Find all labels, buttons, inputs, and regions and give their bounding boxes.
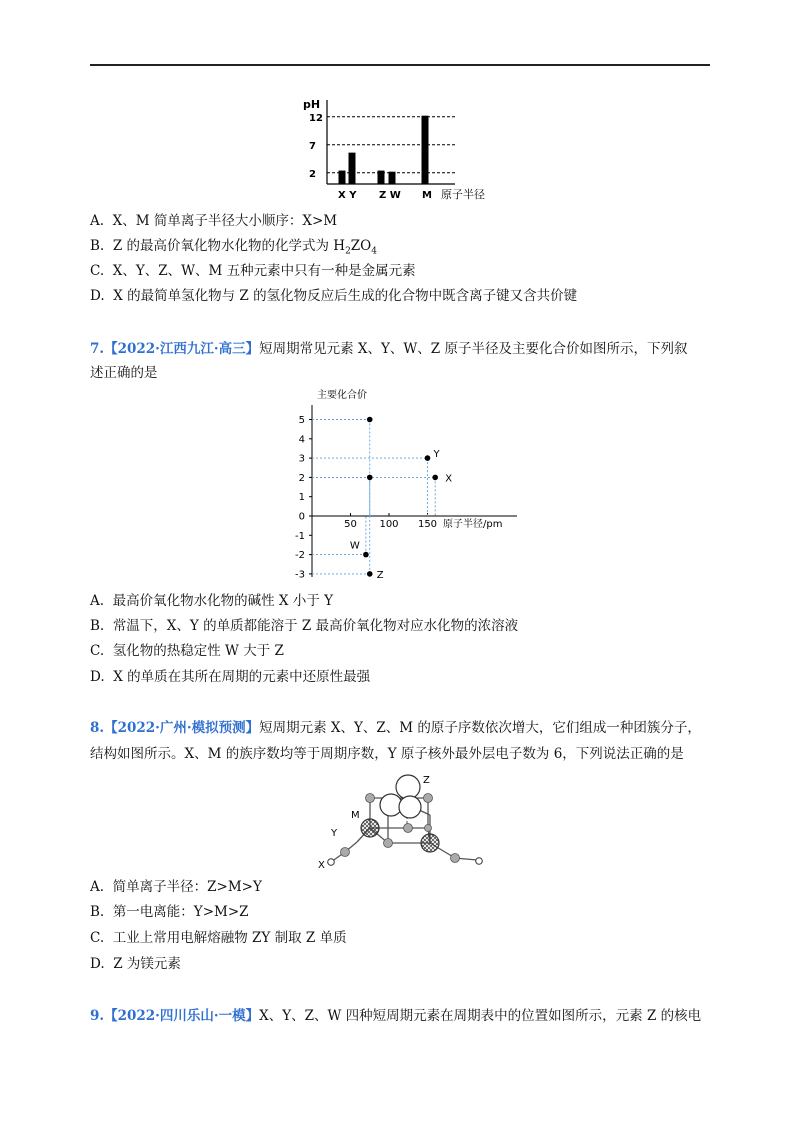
- question-source: 【2022·江西九江·高三】: [104, 341, 260, 357]
- x-atom: [328, 859, 335, 866]
- q7-stem-cont: [90, 363, 710, 383]
- question-source: 【2022·四川乐山·一模】: [104, 1008, 260, 1024]
- subscript: 4: [371, 246, 377, 257]
- option-text: Z 为镁元素: [113, 956, 181, 972]
- option-text: X、M 简单离子半径大小顺序：X>M: [112, 213, 338, 229]
- q8-option-b: [90, 903, 249, 921]
- atom-label: Z: [423, 775, 430, 786]
- y-axis-label: 主要化合价: [317, 390, 367, 401]
- atom-label: Y: [331, 828, 338, 839]
- question-number: 8.: [90, 720, 105, 736]
- x-atom: [476, 858, 483, 865]
- point-label: W: [349, 540, 360, 552]
- bar-y: [349, 153, 356, 184]
- q7-option-a: [90, 592, 333, 610]
- option-text: X、Y、Z、W、M 五种元素中只有一种是金属元素: [112, 263, 416, 279]
- atom-label: X: [318, 860, 325, 870]
- y-tick-label: 0: [298, 511, 305, 523]
- data-point: [363, 552, 369, 558]
- option-text: 第一电离能：Y>M>Z: [112, 904, 249, 920]
- ph-bar-chart: [295, 92, 510, 200]
- question-stem: 述正确的是: [90, 365, 158, 381]
- x-tick-label: 150: [417, 519, 438, 530]
- option-label: A.: [90, 213, 105, 229]
- point-label: Z: [376, 569, 384, 581]
- question-stem: 结构如图所示。X、M 的族序数均等于周期序数，Y 原子核外最外层电子数为 6，下列说法正确的是: [90, 746, 684, 762]
- option-label: B.: [90, 904, 105, 920]
- question-stem: X、Y、Z、W 四种短周期元素在周期表中的位置如图所示，元素 Z 的核电: [259, 1008, 702, 1024]
- option-text: 工业上常用电解熔融物 ZY 制取 Z 单质: [112, 930, 347, 946]
- option-text: 最高价氧化物水化物的碱性 X 小于 Y: [112, 593, 334, 609]
- q7-option-d: [90, 668, 370, 686]
- z-atom: [396, 775, 420, 799]
- question-number: 7.: [90, 341, 105, 357]
- header-rule: [90, 64, 710, 66]
- q8-option-d: [90, 955, 181, 973]
- question-stem: 短周期常见元素 X、Y、W、Z 原子半径及主要化合价如图所示，下列叙: [259, 341, 688, 357]
- y-tick-label: 5: [298, 415, 305, 426]
- option-label: C.: [90, 930, 105, 946]
- q6-option-d: [90, 287, 577, 305]
- z-atom: [399, 796, 421, 818]
- data-point: [367, 417, 373, 423]
- point-label: X: [445, 473, 453, 485]
- q8-option-c: [90, 929, 347, 947]
- y-tick-label: 12: [309, 112, 323, 124]
- x-axis-label: 原子半径: [441, 188, 485, 200]
- q9-stem: [90, 1006, 710, 1026]
- option-label: C.: [90, 263, 105, 279]
- q6-option-c: [90, 262, 416, 280]
- y-tick-label: 1: [298, 492, 305, 504]
- y-tick-label: -2: [295, 550, 305, 562]
- y-tick-label: 2: [298, 472, 305, 484]
- option-text: Z 的最高价氧化物水化物的化学式为 H: [112, 238, 346, 254]
- option-text: X 的最简单氢化物与 Z 的氢化物反应后生成的化合物中既含离子键又含共价键: [113, 288, 578, 304]
- atom-label: M: [351, 810, 360, 821]
- option-label: C.: [90, 643, 105, 659]
- q6-option-a: [90, 212, 337, 230]
- q7-stem: [90, 339, 710, 359]
- q7-option-c: [90, 642, 284, 660]
- data-point: [367, 571, 373, 577]
- option-text: 简单离子半径：Z>M>Y: [112, 879, 262, 895]
- bar-w: [389, 172, 396, 184]
- y-tick-label: 7: [309, 140, 316, 152]
- q7-option-b: [90, 617, 518, 635]
- y-tick-label: -3: [295, 569, 305, 581]
- y-tick-label: 3: [298, 453, 305, 465]
- x-group-label: X Y: [338, 190, 357, 200]
- data-point: [425, 455, 431, 461]
- q8-option-a: [90, 878, 262, 896]
- q6-option-b: [90, 237, 377, 261]
- x-axis-label: 原子半径/pm: [443, 519, 503, 530]
- x-tick-label: 50: [344, 519, 357, 530]
- bar-x: [339, 171, 346, 184]
- y-tick-label: 4: [298, 434, 305, 446]
- m-atom: [361, 819, 379, 837]
- option-text: X 的单质在其所在周期的元素中还原性最强: [113, 669, 371, 685]
- option-label: B.: [90, 618, 105, 634]
- y-tick-label: -1: [295, 530, 305, 542]
- data-point: [367, 475, 373, 481]
- bar-m: [422, 116, 429, 184]
- m-atom: [421, 834, 439, 852]
- option-label: D.: [90, 669, 105, 685]
- formula-part: ZO: [350, 238, 372, 254]
- x-group-label: Z W: [379, 190, 401, 200]
- option-label: B.: [90, 238, 105, 254]
- option-label: D.: [90, 956, 105, 972]
- bar-z: [378, 171, 385, 184]
- option-label: D.: [90, 288, 105, 304]
- y-tick-label: 2: [309, 168, 316, 180]
- valence-scatter-chart: [295, 387, 525, 587]
- question-number: 9.: [90, 1008, 105, 1024]
- option-label: A.: [90, 879, 105, 895]
- question-stem: 短周期元素 X、Y、Z、M 的原子序数依次增大，它们组成一种团簇分子，: [259, 720, 701, 736]
- q8-stem-cont: [90, 744, 710, 764]
- q8-stem: [90, 718, 710, 738]
- subscript: 2: [345, 246, 351, 257]
- option-label: A.: [90, 593, 105, 609]
- y-axis-label: pH: [303, 98, 321, 111]
- option-text: 氢化物的热稳定性 W 大于 Z: [112, 643, 284, 659]
- option-text: 常温下，X、Y 的单质都能溶于 Z 最高价氧化物对应水化物的浓溶液: [112, 618, 519, 634]
- x-tick-label: 100: [379, 519, 399, 530]
- point-label: Y: [433, 449, 440, 461]
- data-point: [432, 475, 438, 481]
- question-source: 【2022·广州·模拟预测】: [104, 720, 260, 736]
- cluster-molecule-diagram: [315, 770, 490, 870]
- x-group-label: M: [422, 190, 432, 200]
